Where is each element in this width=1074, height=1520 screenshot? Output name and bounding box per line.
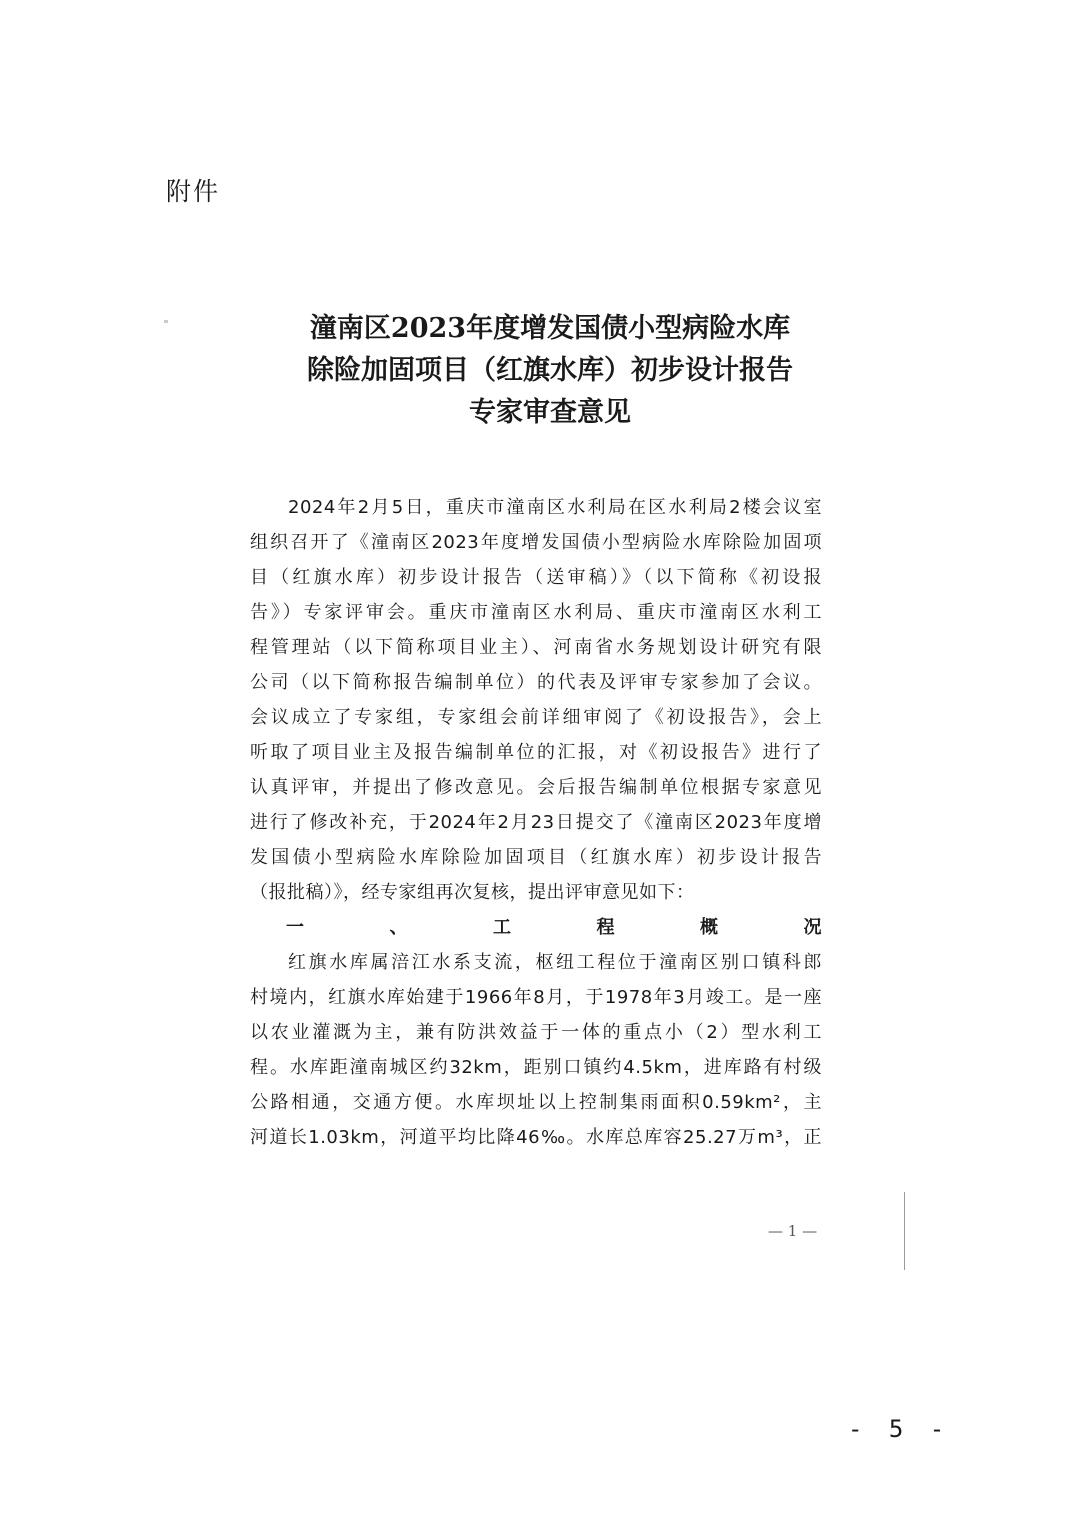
paragraph-1-line: 公司（以下简称报告编制单位）的代表及评审专家参加了会议。 (250, 672, 822, 693)
paragraph-1-line: （报批稿）》，经专家组再次复核，提出评审意见如下： (250, 882, 695, 903)
paragraph-2-line: 以农业灌溉为主，兼有防洪效益于一体的重点小（2）型水利工 (250, 1022, 822, 1043)
paragraph-2-line: 河道长1.03km，河道平均比降46‰。水库总库容25.27万m³，正 (250, 1127, 822, 1148)
paragraph-1-line: 告》）专家评审会。重庆市潼南区水利局、重庆市潼南区水利工 (250, 602, 822, 623)
paragraph-1-line: 目（红旗水库）初步设计报告（送审稿）》（以下简称《初设报 (250, 567, 822, 588)
paragraph-2-line: 公路相通，交通方便。水库坝址以上控制集雨面积0.59km²，主 (250, 1092, 822, 1113)
paragraph-1-line: 听取了项目业主及报告编制单位的汇报，对《初设报告》进行了 (250, 742, 822, 763)
paragraph-1-line: 认真评审，并提出了修改意见。会后报告编制单位根据专家意见 (250, 777, 822, 798)
paragraph-1-line: 2024年2月5日，重庆市潼南区水利局在区水利局2楼会议室 (288, 497, 822, 518)
paragraph-1-line: 程管理站（以下简称项目业主）、河南省水务规划设计研究有限 (250, 637, 822, 658)
paragraph-1-line: 会议成立了专家组，专家组会前详细审阅了《初设报告》，会上 (250, 707, 822, 728)
document-body (250, 490, 822, 1155)
scan-edge-line (904, 1192, 905, 1270)
title-line-3: 专家审查意见 (469, 397, 631, 428)
paragraph-2-line: 程。水库距潼南城区约32km，距别口镇约4.5km，进库路有村级 (250, 1057, 822, 1078)
paragraph-2-line: 红旗水库属涪江水系支流，枢纽工程位于潼南区别口镇科郎 (288, 952, 822, 973)
attachment-label: 附件 (166, 177, 221, 206)
document-title (180, 308, 920, 434)
title-line-2: 除险加固项目（红旗水库）初步设计报告 (307, 355, 793, 386)
section-heading: 一、工程概况 (286, 917, 822, 938)
paragraph-1-line: 组织召开了《潼南区2023年度增发国债小型病险水库除险加固项 (250, 532, 822, 553)
paragraph-2-line: 村境内，红旗水库始建于1966年8月，于1978年3月竣工。是一座 (250, 987, 822, 1008)
scan-speck (164, 320, 168, 323)
title-line-1: 潼南区2023年度增发国债小型病险水库 (309, 313, 791, 344)
page-number: - 5 - (848, 1415, 951, 1443)
paragraph-1-line: 进行了修改补充，于2024年2月23日提交了《潼南区2023年度增 (250, 812, 822, 833)
paragraph-1-line: 发国债小型病险水库除险加固项目（红旗水库）初步设计报告 (250, 847, 822, 868)
inner-page-number: — 1 — (768, 1222, 818, 1240)
